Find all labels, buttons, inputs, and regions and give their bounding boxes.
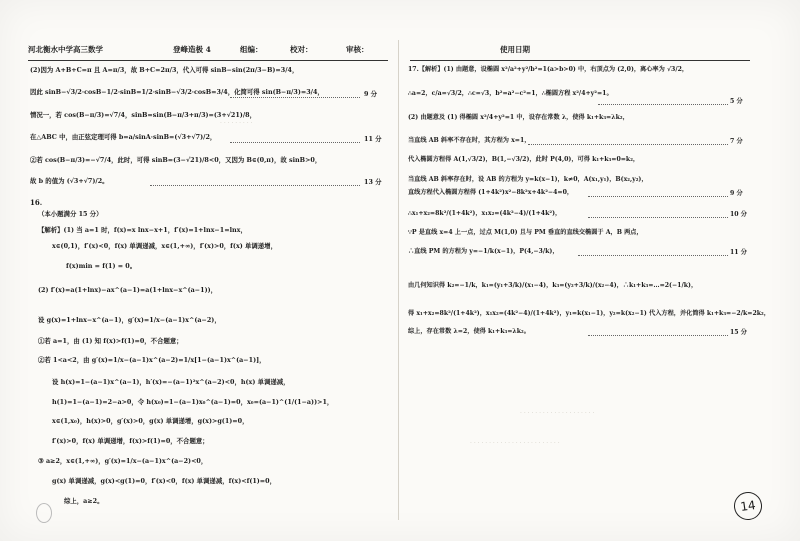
right-line: 当直线 AB 斜率存在时，设 AB 的方程为 y=k(x−1)，k≠0，A(x₁,y₁)，B(x₂,y₂)， [408, 176, 648, 183]
right-line: ∴a=2，c/a=√3/2，∴c=√3，b²=a²−c²=1，∴椭圆方程 x²/4+y²=1。 [408, 90, 613, 97]
right-line: ∴直线 PM 的方程为 y=−1/k(x−1)，P(4,−3/k)， [408, 248, 559, 255]
score-mark: 9 分 [364, 90, 378, 98]
left-line: （本小题满分 15 分） [38, 210, 103, 218]
question-number: 16. [30, 198, 43, 207]
left-line: x∈(1,x₀)，h(x)>0，g′(x)>0，g(x) 单调递增，g(x)>g(1)=0， [52, 417, 249, 425]
left-line: (2)因为 A+B+C=π 且 A=π/3，故 B+C=2π/3，代入可得 sinB−sin(2π/3−B)=3/4， [30, 66, 299, 74]
score-mark: 11 分 [730, 249, 747, 256]
header-group: 组编： [240, 45, 263, 54]
dotted-leader [230, 142, 360, 143]
left-line: (2) f′(x)=a(1+lnx)−ax^(a−1)=a(1+lnx−x^(a−1))， [38, 286, 218, 294]
dotted-leader [528, 144, 728, 145]
left-line: ③ a≥2，x∈(1,+∞)，g′(x)=1/x−(a−1)x^(a−2)<0， [38, 457, 208, 465]
dotted-leader [588, 335, 728, 336]
right-line: ∴x₁+x₂=8k²/(1+4k²)，x₁x₂=(4k²−4)/(1+4k²)， [408, 210, 562, 217]
left-line: x∈(0,1)，f′(x)<0，f(x) 单调递减，x∈(1,+∞)，f′(x)>0，f(x) 单调递增， [52, 242, 277, 250]
left-line: 【解析】(1) 当 a=1 时，f(x)=x lnx−x+1，f′(x)=1+lnx−1=lnx， [38, 226, 247, 234]
header-review: 审核： [346, 45, 369, 54]
score-mark: 5 分 [730, 98, 743, 105]
dotted-leader [588, 196, 728, 197]
right-line: 直线方程代入椭圆方程得 (1+4k²)x²−8k²x+4k²−4=0， [408, 189, 574, 196]
bleed-through-text: · · · · · · · · · [220, 120, 253, 127]
left-column [30, 64, 390, 524]
bleed-through-text: · · · · · · · · · · · · · · · · · · · · [520, 410, 595, 417]
left-line: ②若 cos(B−π/3)=−√7/4，此时，可得 sinB=(3−√21)/8<0，又因为 B∈(0,π)，故 sinB>0， [30, 156, 322, 164]
left-line: 故 b 的值为 (√3+√7)/2。 [30, 177, 109, 185]
left-line: ①若 a=1，由 (1) 知 f(x)>f(1)=0，不合题意； [38, 337, 183, 345]
page-gutter [398, 40, 399, 520]
left-line: 设 h(x)=1−(a−1)x^(a−1)，h′(x)=−(a−1)²x^(a−2)<0，h(x) 单调递减， [52, 378, 290, 386]
left-line: h(1)=1−(a−1)=2−a>0，令 h(x₀)=1−(a−1)x₀^(a−1)=0，x₀=(a−1)^(1/(1−a))>1， [52, 398, 334, 406]
right-line: 代入椭圆方程得 A(1,√3/2)，B(1,−√3/2)，此时 P(4,0)，可得 k₁+k₃=0=k₂， [408, 156, 640, 163]
header-school: 河北衡水中学高三数学 [28, 45, 103, 54]
left-line: 情况一，若 cos(B−π/3)=√7/4，sinB=sin(B−π/3+π/3)=(3+√21)/8， [30, 111, 257, 119]
score-mark: 15 分 [730, 329, 747, 336]
right-line: 综上，存在常数 λ=2，使得 k₁+k₃=λk₂。 [408, 328, 530, 335]
left-line: 在△ABC 中，由正弦定理可得 b=a/sinA·sinB=(√3+√7)/2， [30, 133, 217, 141]
header-rule-right [410, 60, 750, 61]
score-mark: 10 分 [730, 211, 747, 218]
right-line: 得 x₁+x₂=8k²/(1+4k²)，x₁x₂=(4k²−4)/(1+4k²)，y₁=k(x₁−1)，y₂=k(x₂−1) 代入方程，并化简得 k₁+k₃=−2/k=2k₂， [408, 310, 770, 317]
page-header [28, 44, 778, 58]
dotted-leader [598, 104, 728, 105]
handwritten-page-number: 14 [732, 490, 764, 522]
left-line: f(x)min = f(1) = 0。 [66, 262, 137, 270]
bleed-through-text: · · · · · · · · · · · · · · · · · · · · · · · · [470, 440, 560, 447]
right-column [408, 64, 770, 524]
score-mark: 11 分 [364, 135, 382, 143]
dotted-leader [578, 255, 728, 256]
left-line: f′(x)>0，f(x) 单调递增，f(x)>f(1)=0，不合题意； [52, 437, 209, 445]
header-proof: 校对： [290, 45, 313, 54]
left-line: 因此 sinB−√3/2·cosB−1/2·sinB=1/2·sinB−√3/2·cosB=3/4，化简可得 sin(B−π/3)=3/4， [30, 88, 324, 96]
left-line: ②若 1<a<2，由 g′(x)=1/x−(a−1)x^(a−2)=1/x[1−(a−1)x^(a−1)]， [38, 356, 266, 364]
dotted-leader [588, 217, 728, 218]
left-line: 设 g(x)=1+lnx−x^(a−1)，g′(x)=1/x−(a−1)x^(a−2)， [38, 316, 221, 324]
score-mark: 9 分 [730, 190, 743, 197]
right-line: 由几何知识得 k₂=−1/k，k₁=(y₁+3/k)/(x₁−4)，k₃=(y₂+3/k)/(x₂−4)，∴k₁+k₃=…=2(−1/k)， [408, 282, 698, 289]
score-mark: 13 分 [364, 178, 382, 186]
margin-scribble [36, 503, 52, 523]
dotted-leader [230, 97, 360, 98]
left-line: 综上，a≥2。 [64, 497, 104, 505]
header-date: 使用日期 [500, 45, 530, 54]
right-line: (2) 由题意及 (1) 得椭圆 x²/4+y²=1 中，设存在常数 λ，使得 k₁+k₃=λk₂， [408, 114, 629, 121]
right-line: 17.【解析】(1) 由题意，设椭圆 x²/a²+y²/b²=1(a>b>0) 中，右顶点为 (2,0)，离心率为 √3/2， [408, 66, 689, 73]
header-subject: 登峰造极 4 [173, 45, 211, 54]
right-line: 当直线 AB 斜率不存在时，其方程为 x=1， [408, 137, 531, 144]
header-rule-left [28, 60, 388, 61]
left-line: g(x) 单调递减，g(x)<g(1)=0，f′(x)<0，f(x) 单调递减，f(x)<f(1)=0， [52, 477, 277, 485]
score-mark: 7 分 [730, 138, 743, 145]
right-line: ∵P 是直线 x=4 上一点，过点 M(1,0) 且与 PM 垂直的直线交椭圆于 A，B 两点， [408, 229, 643, 236]
dotted-leader [150, 185, 360, 186]
